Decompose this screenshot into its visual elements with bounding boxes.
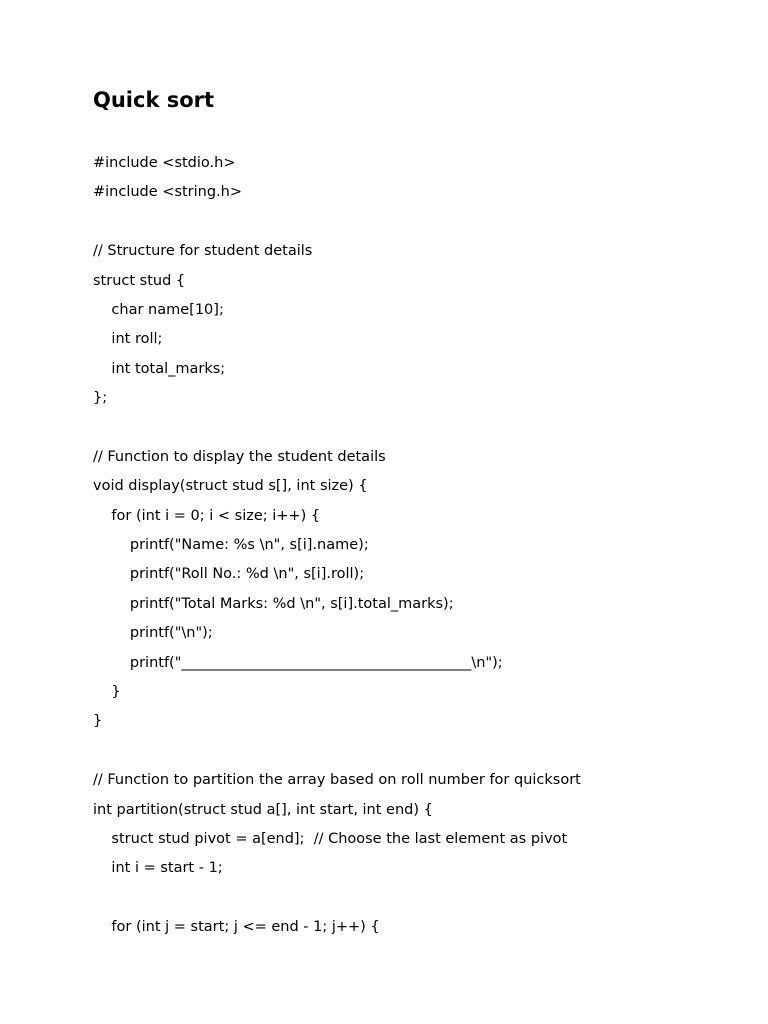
code-line [93, 884, 733, 913]
code-line: struct stud { [93, 272, 186, 289]
code-line: int total_marks; [93, 360, 226, 377]
code-line: int roll; [93, 331, 163, 348]
code-line: #include <string.h> [93, 184, 243, 201]
code-line: // Structure for student details [93, 243, 313, 260]
code-line: for (int j = start; j <= end - 1; j++) { [93, 919, 380, 936]
code-line: printf("Total Marks: %d \n", s[i].total_marks); [93, 595, 454, 612]
code-line: struct stud pivot = a[end]; // Choose the last element as pivot [93, 830, 568, 847]
code-line: int partition(struct stud a[], int start, int end) { [93, 801, 433, 818]
code-line: printf("\n"); [93, 625, 213, 642]
code-line: #include <stdio.h> [93, 155, 236, 171]
code-line: for (int i = 0; i < size; i++) { [93, 507, 321, 524]
code-line [93, 414, 733, 443]
code-line: } [93, 684, 121, 701]
code-line: char name[10]; [93, 301, 224, 318]
code-line: printf("Name: %s \n", s[i].name); [93, 537, 369, 554]
code-line: int i = start - 1; [93, 860, 223, 877]
code-line [93, 737, 733, 766]
code-line: printf("________________________________________\n"); [93, 654, 503, 671]
code-line: } [93, 713, 103, 730]
code-line: // Function to display the student details [93, 448, 386, 465]
code-block [93, 149, 733, 943]
document-title: Quick sort [93, 88, 215, 112]
code-line [93, 208, 733, 237]
code-line: }; [93, 390, 108, 407]
code-line: void display(struct stud s[], int size) { [93, 478, 368, 495]
code-line: printf("Roll No.: %d \n", s[i].roll); [93, 566, 365, 583]
code-line: // Function to partition the array based on roll number for quicksort [93, 772, 581, 789]
